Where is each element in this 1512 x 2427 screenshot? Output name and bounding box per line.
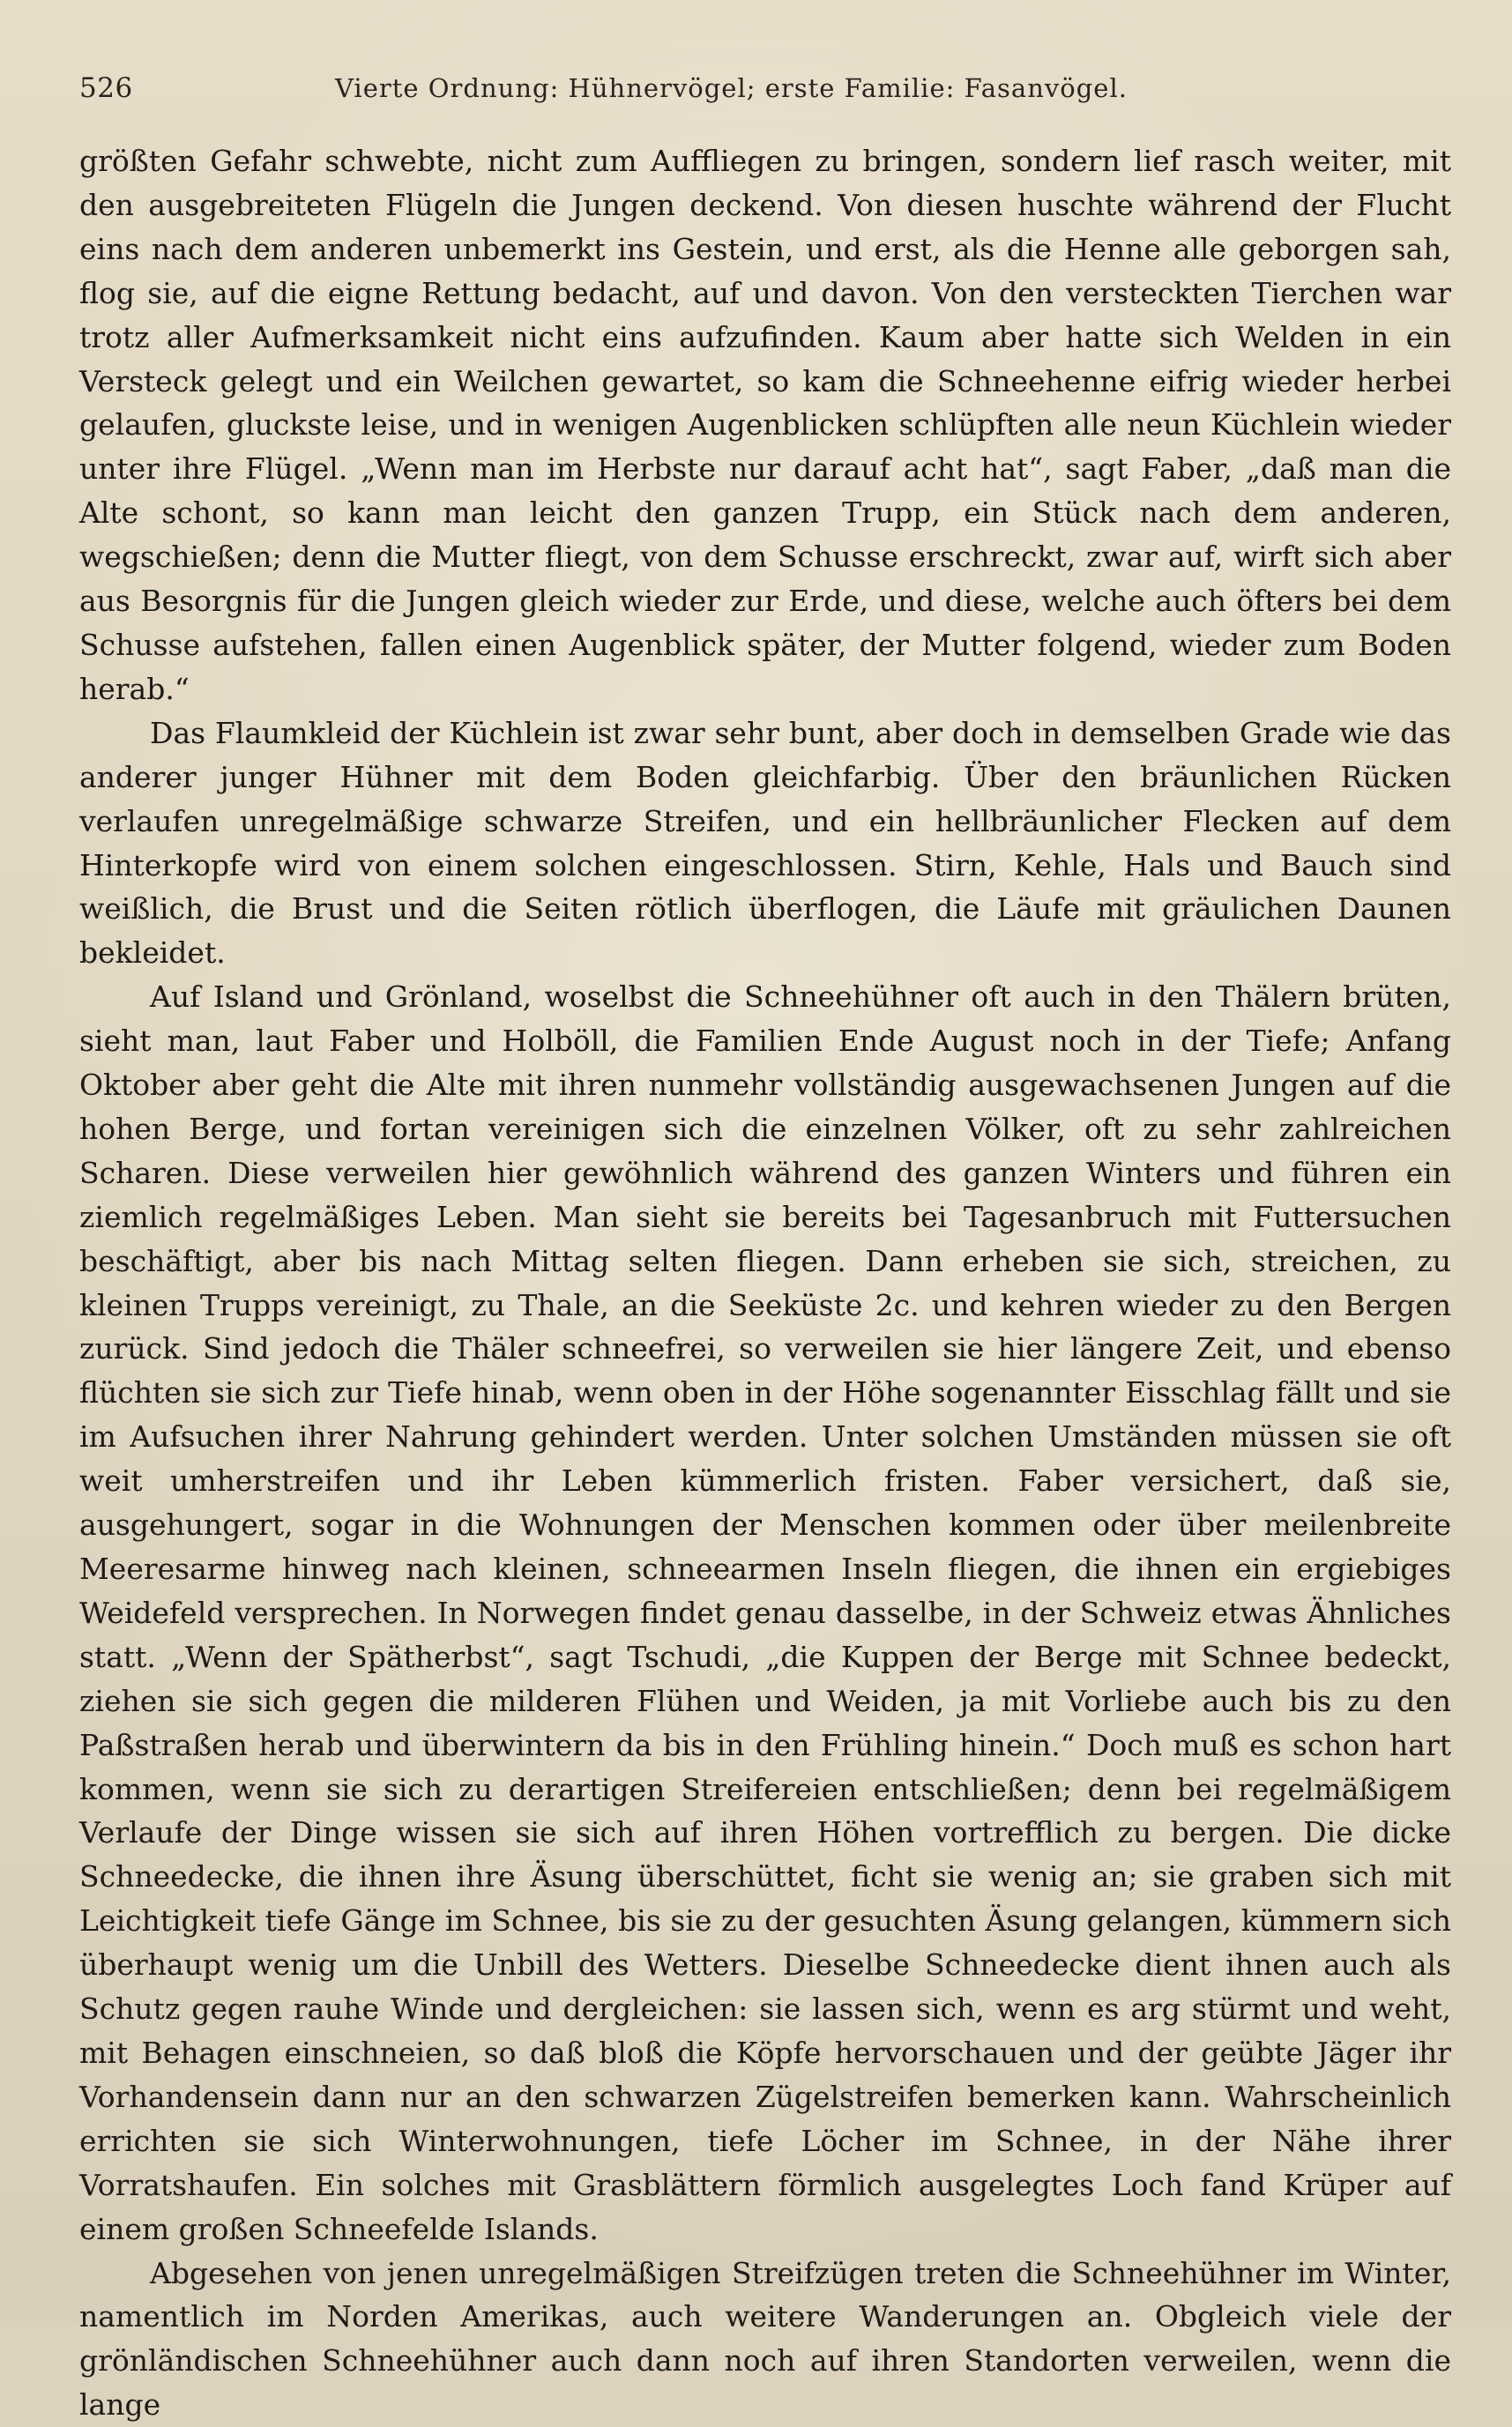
paragraph-wanderungen: Abgesehen von jenen unregelmäßigen Streifzügen treten die Schneehühner im Winter, namentlich im Norden Amerikas, auch weitere Wanderungen an. Obgleich viele der grönländischen Schneehühner auch dann noch auf ihren Standorten verweilen, wenn die lange: [79, 2252, 1451, 2427]
body-text: [79, 139, 1451, 2427]
page-header: [79, 63, 1419, 113]
paragraph-continued: größten Gefahr schwebte, nicht zum Auffliegen zu bringen, sondern lief rasch weiter, mit den ausgebreiteten Flügeln die Jungen deckend. Von diesen huschte während der Flucht eins nach dem anderen unbemerkt ins Gestein, und erst, als die Henne alle geborgen sah, flog sie, auf die eigne Rettung bedacht, auf und davon. Von den versteckten Tierchen war trotz aller Aufmerksamkeit nicht eins aufzufinden. Kaum aber hatte sich Welden in ein Versteck gelegt und ein Weilchen gewartet, so kam die Schneehenne eifrig wieder herbei gelaufen, gluckste leise, und in wenigen Augenblicken schlüpften alle neun Küchlein wieder unter ihre Flügel. „Wenn man im Herbste nur darauf acht hat“, sagt Faber, „daß man die Alte schont, so kann man leicht den ganzen Trupp, ein Stück nach dem anderen, wegschießen; denn die Mutter fliegt, von dem Schusse erschreckt, zwar auf, wirft sich aber aus Besorgnis für die Jungen gleich wieder zur Erde, und diese, welche auch öfters bei dem Schusse aufstehen, fallen einen Augenblick später, der Mutter folgend, wieder zum Boden herab.“: [79, 139, 1451, 711]
page-number: 526: [79, 63, 133, 113]
paragraph-island-groenland: Auf Island und Grönland, woselbst die Schneehühner oft auch in den Thälern brüten, sieht man, laut Faber und Holböll, die Familien Ende August noch in der Tiefe; Anfang Oktober aber geht die Alte mit ihren nunmehr vollständig ausgewachsenen Jungen auf die hohen Berge, und fortan vereinigen sich die einzelnen Völker, oft zu sehr zahlreichen Scharen. Diese verweilen hier gewöhnlich während des ganzen Winters und führen ein ziemlich regelmäßiges Leben. Man sieht sie bereits bei Tagesanbruch mit Futtersuchen beschäftigt, aber bis nach Mittag selten fliegen. Dann erheben sie sich, streichen, zu kleinen Trupps vereinigt, zu Thale, an die Seeküste 2c. und kehren wieder zu den Bergen zurück. Sind jedoch die Thäler schneefrei, so verweilen sie hier längere Zeit, und ebenso flüchten sie sich zur Tiefe hinab, wenn oben in der Höhe sogenannter Eisschlag fällt und sie im Aufsuchen ihrer Nahrung gehindert werden. Unter solchen Umständen müssen sie oft weit umherstreifen und ihr Leben kümmerlich fristen. Faber versichert, daß sie, ausgehungert, sogar in die Wohnungen der Menschen kommen oder über meilenbreite Meeresarme hinweg nach kleinen, schneearmen Inseln fliegen, die ihnen ein ergiebiges Weidefeld versprechen. In Norwegen findet genau dasselbe, in der Schweiz etwas Ähnliches statt. „Wenn der Spätherbst“, sagt Tschudi, „die Kuppen der Berge mit Schnee bedeckt, ziehen sie sich gegen die milderen Flühen und Weiden, ja mit Vorliebe auch bis zu den Paßstraßen herab und überwintern da bis in den Frühling hinein.“ Doch muß es schon hart kommen, wenn sie sich zu derartigen Streifereien entschließen; denn bei regelmäßigem Verlaufe der Dinge wissen sie sich auf ihren Höhen vortrefflich zu bergen. Die dicke Schneedecke, die ihnen ihre Äsung überschüttet, ficht sie wenig an; sie graben sich mit Leichtigkeit tiefe Gänge im Schnee, bis sie zu der gesuchten Äsung gelangen, kümmern sich überhaupt wenig um die Unbill des Wetters. Dieselbe Schneedecke dient ihnen auch als Schutz gegen rauhe Winde und dergleichen: sie lassen sich, wenn es arg stürmt und weht, mit Behagen einschneien, so daß bloß die Köpfe hervorschauen und der geübte Jäger ihr Vorhandensein dann nur an den schwarzen Zügelstreifen bemerken kann. Wahrscheinlich errichten sie sich Winterwohnungen, tiefe Löcher im Schnee, in der Nähe ihrer Vorratshaufen. Ein solches mit Grasblättern förmlich ausgelegtes Loch fand Krüper auf einem großen Schneefelde Islands.: [79, 975, 1451, 2251]
running-head: Vierte Ordnung: Hühnervögel; erste Familie: Fasanvögel.: [335, 63, 1128, 113]
paragraph-flaumkleid: Das Flaumkleid der Küchlein ist zwar sehr bunt, aber doch in demselben Grade wie das anderer junger Hühner mit dem Boden gleichfarbig. Über den bräunlichen Rücken verlaufen unregelmäßige schwarze Streifen, und ein hellbräunlicher Flecken auf dem Hinterkopfe wird von einem solchen eingeschlossen. Stirn, Kehle, Hals und Bauch sind weißlich, die Brust und die Seiten rötlich überflogen, die Läufe mit gräulichen Daunen bekleidet.: [79, 711, 1451, 975]
